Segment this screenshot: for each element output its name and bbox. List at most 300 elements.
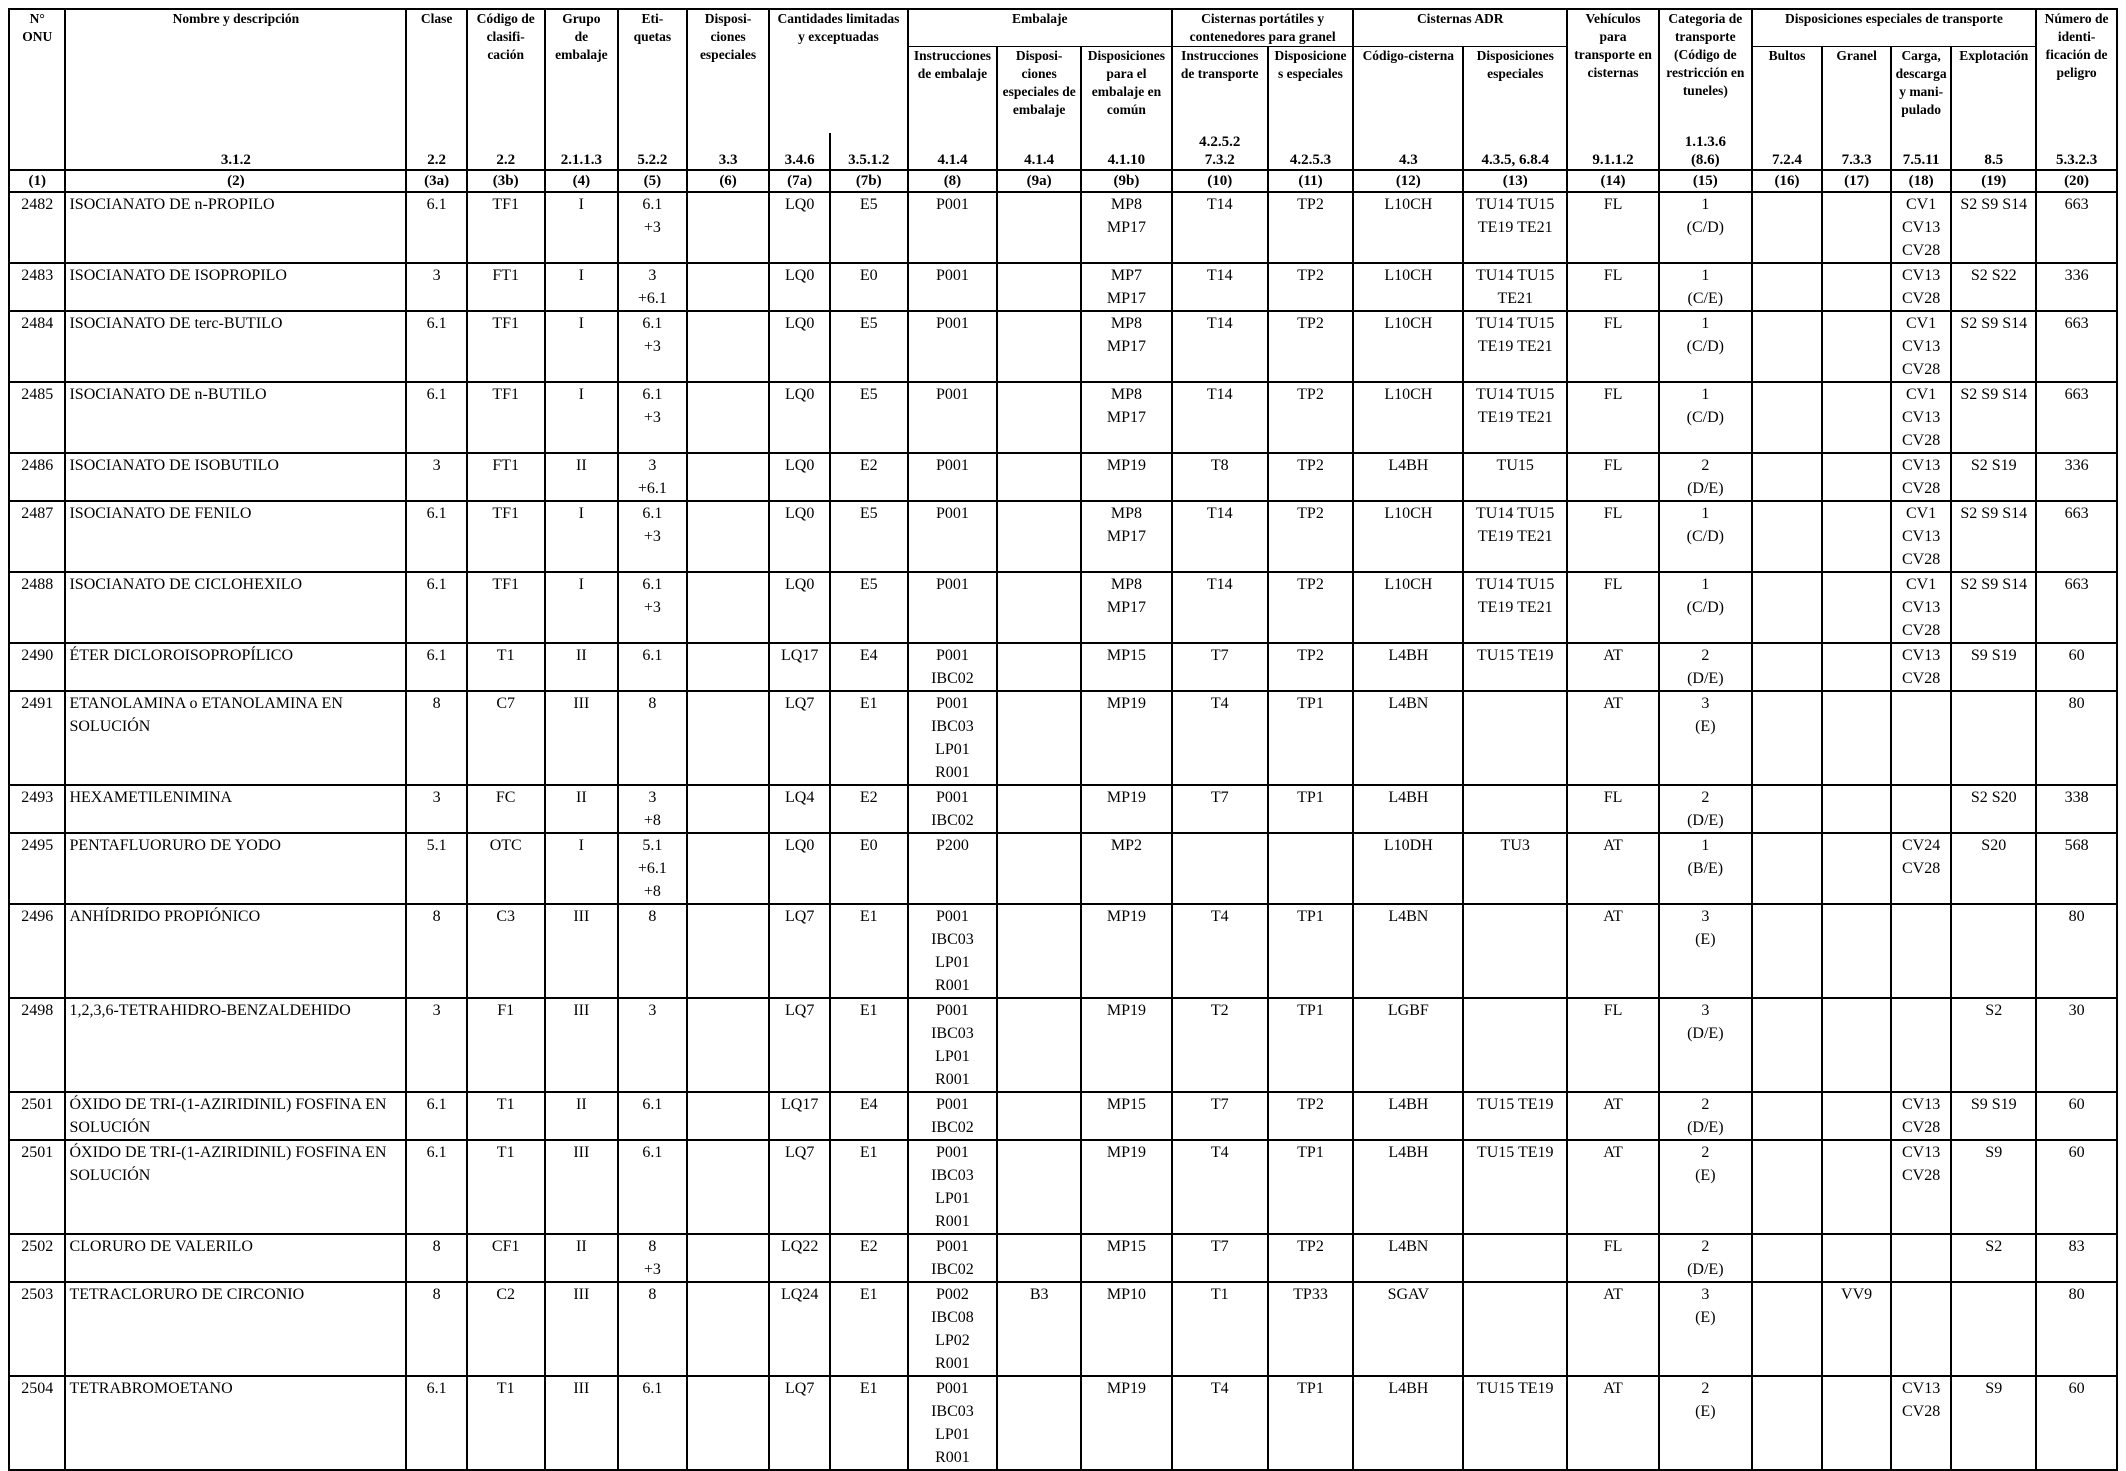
cell-operation-provision: [1951, 691, 2036, 785]
cell-bulk-provision: [1822, 643, 1891, 691]
cell-tank-special-provisions: TP1: [1268, 904, 1354, 998]
cell-excepted-quantity: E2: [830, 785, 908, 833]
cell-special-packing-provisions: [997, 904, 1081, 998]
cell-name: PENTAFLUORURO DE YODO: [65, 833, 406, 904]
header-packing-instructions: Instrucciones de embalaje: [908, 47, 998, 134]
cell-packing-instructions: P001 IBC02: [908, 785, 998, 833]
cell-name: ISOCIANATO DE ISOBUTILO: [65, 453, 406, 501]
cell-packing-group: III: [545, 1282, 619, 1376]
cell-packages-provision: [1752, 263, 1823, 311]
header-ref-cell: 4.1.4: [997, 133, 1081, 170]
cell-packing-instructions: P001: [908, 382, 998, 453]
header-name: Nombre y descripción: [65, 9, 406, 133]
cell-hazard-id: 60: [2036, 1092, 2117, 1140]
cell-special-packing-provisions: [997, 1234, 1081, 1282]
header-ref-cell: 3.3: [687, 133, 770, 170]
cell-mixed-packing: MP19: [1081, 691, 1172, 785]
cell-un-number: 2501: [9, 1140, 65, 1234]
header-ref-cell: 4.1.10: [1081, 133, 1172, 170]
cell-special-packing-provisions: [997, 691, 1081, 785]
header-special-transport: Disposiciones especiales de transporte: [1752, 9, 2036, 47]
cell-excepted-quantity: E4: [830, 643, 908, 691]
cell-special-provisions: [687, 453, 770, 501]
cell-special-packing-provisions: [997, 192, 1081, 263]
cell-tank-code: L4BN: [1353, 1234, 1463, 1282]
header-column-number: (3a): [406, 170, 467, 192]
table-row: [9, 311, 2117, 382]
cell-adr-tank-special-provisions: TU15: [1463, 453, 1567, 501]
table-row: [9, 572, 2117, 643]
cell-bulk-provision: [1822, 382, 1891, 453]
cell-tank-special-provisions: TP2: [1268, 263, 1354, 311]
cell-excepted-quantity: E1: [830, 1376, 908, 1470]
cell-adr-tank-special-provisions: [1463, 691, 1567, 785]
cell-limited-quantity: LQ22: [769, 1234, 830, 1282]
cell-tank-special-provisions: TP2: [1268, 453, 1354, 501]
cell-classification-code: C7: [467, 691, 545, 785]
cell-class: 6.1: [406, 572, 467, 643]
cell-labels: 8: [618, 691, 687, 785]
cell-hazard-id: 80: [2036, 691, 2117, 785]
header-ref-cell: 1.1.3.6 (8.6): [1659, 133, 1752, 170]
cell-tank-instructions: T4: [1172, 1376, 1268, 1470]
cell-special-packing-provisions: [997, 453, 1081, 501]
table-row: [9, 785, 2117, 833]
cell-bulk-provision: [1822, 904, 1891, 998]
cell-class: 8: [406, 691, 467, 785]
header-column-number: (4): [545, 170, 619, 192]
cell-limited-quantity: LQ7: [769, 998, 830, 1092]
cell-classification-code: FC: [467, 785, 545, 833]
cell-transport-category: 1 (C/E): [1659, 263, 1752, 311]
cell-labels: 5.1 +6.1 +8: [618, 833, 687, 904]
header-bulk: Granel: [1822, 47, 1891, 134]
cell-special-provisions: [687, 785, 770, 833]
cell-transport-category: 1 (B/E): [1659, 833, 1752, 904]
cell-bulk-provision: [1822, 501, 1891, 572]
cell-packing-group: I: [545, 263, 619, 311]
cell-packing-instructions: P001: [908, 192, 998, 263]
cell-operation-provision: S9: [1951, 1140, 2036, 1234]
header-column-number: (16): [1752, 170, 1823, 192]
cell-packages-provision: [1752, 1282, 1823, 1376]
cell-packing-group: III: [545, 1140, 619, 1234]
header-ref-cell: 2.2: [406, 133, 467, 170]
cell-tank-special-provisions: TP1: [1268, 998, 1354, 1092]
cell-tank-code: LGBF: [1353, 998, 1463, 1092]
cell-limited-quantity: LQ7: [769, 904, 830, 998]
header-ref-cell: [9, 133, 65, 170]
cell-special-provisions: [687, 311, 770, 382]
cell-packages-provision: [1752, 1376, 1823, 1470]
cell-packing-group: II: [545, 643, 619, 691]
cell-operation-provision: S9: [1951, 1376, 2036, 1470]
header-operation: Explotación: [1951, 47, 2036, 134]
header-tank-code: Código-cisterna: [1353, 47, 1463, 134]
header-packaging: Embalaje: [908, 9, 1172, 47]
cell-mixed-packing: MP19: [1081, 904, 1172, 998]
header-ref-cell: 3.5.1.2: [830, 133, 908, 170]
cell-excepted-quantity: E1: [830, 1140, 908, 1234]
cell-tank-code: L4BH: [1353, 1092, 1463, 1140]
cell-loading-provision: [1891, 904, 1952, 998]
cell-special-provisions: [687, 998, 770, 1092]
cell-excepted-quantity: E5: [830, 382, 908, 453]
header-class: Clase: [406, 9, 467, 133]
cell-transport-category: 1 (C/D): [1659, 501, 1752, 572]
cell-un-number: 2501: [9, 1092, 65, 1140]
cell-packing-instructions: P002 IBC08 LP02 R001: [908, 1282, 998, 1376]
cell-hazard-id: 60: [2036, 643, 2117, 691]
cell-vehicle: FL: [1567, 192, 1659, 263]
cell-transport-category: 3 (E): [1659, 691, 1752, 785]
cell-operation-provision: S9 S19: [1951, 1092, 2036, 1140]
cell-tank-instructions: T1: [1172, 1282, 1268, 1376]
cell-packing-group: I: [545, 192, 619, 263]
cell-packing-group: II: [545, 1092, 619, 1140]
cell-name: ISOCIANATO DE n-PROPILO: [65, 192, 406, 263]
cell-special-provisions: [687, 904, 770, 998]
cell-loading-provision: CV1 CV13 CV28: [1891, 311, 1952, 382]
cell-adr-tank-special-provisions: TU15 TE19: [1463, 1092, 1567, 1140]
cell-classification-code: C2: [467, 1282, 545, 1376]
cell-special-provisions: [687, 1234, 770, 1282]
cell-operation-provision: S2 S9 S14: [1951, 192, 2036, 263]
cell-mixed-packing: MP19: [1081, 998, 1172, 1092]
cell-tank-special-provisions: TP2: [1268, 1234, 1354, 1282]
cell-adr-tank-special-provisions: [1463, 1282, 1567, 1376]
cell-mixed-packing: MP10: [1081, 1282, 1172, 1376]
table-row: [9, 833, 2117, 904]
header-ref-cell: 4.2.5.2 7.3.2: [1172, 133, 1268, 170]
cell-excepted-quantity: E5: [830, 572, 908, 643]
cell-special-provisions: [687, 382, 770, 453]
cell-mixed-packing: MP19: [1081, 1376, 1172, 1470]
cell-operation-provision: S2 S9 S14: [1951, 501, 2036, 572]
cell-packing-instructions: P001: [908, 263, 998, 311]
cell-un-number: 2502: [9, 1234, 65, 1282]
cell-un-number: 2482: [9, 192, 65, 263]
header-ref-cell: 7.2.4: [1752, 133, 1823, 170]
cell-loading-provision: [1891, 785, 1952, 833]
cell-un-number: 2495: [9, 833, 65, 904]
cell-hazard-id: 338: [2036, 785, 2117, 833]
cell-loading-provision: CV1 CV13 CV28: [1891, 501, 1952, 572]
cell-special-packing-provisions: [997, 263, 1081, 311]
cell-bulk-provision: [1822, 833, 1891, 904]
cell-hazard-id: 336: [2036, 263, 2117, 311]
header-ref-cell: 2.1.1.3: [545, 133, 619, 170]
cell-adr-tank-special-provisions: TU15 TE19: [1463, 1376, 1567, 1470]
cell-limited-quantity: LQ17: [769, 1092, 830, 1140]
cell-un-number: 2493: [9, 785, 65, 833]
cell-class: 6.1: [406, 643, 467, 691]
cell-transport-category: 2 (E): [1659, 1376, 1752, 1470]
cell-name: CLORURO DE VALERILO: [65, 1234, 406, 1282]
header-column-number: (8): [908, 170, 998, 192]
cell-packing-instructions: P001 IBC03 LP01 R001: [908, 1140, 998, 1234]
header-ref-cell: 9.1.1.2: [1567, 133, 1659, 170]
cell-vehicle: FL: [1567, 263, 1659, 311]
cell-transport-category: 2 (D/E): [1659, 453, 1752, 501]
cell-tank-special-provisions: TP2: [1268, 1092, 1354, 1140]
header-un-no: N° ONU: [9, 9, 65, 133]
cell-packages-provision: [1752, 643, 1823, 691]
cell-bulk-provision: [1822, 691, 1891, 785]
cell-operation-provision: S20: [1951, 833, 2036, 904]
cell-transport-category: 2 (D/E): [1659, 643, 1752, 691]
cell-class: 8: [406, 1234, 467, 1282]
cell-tank-instructions: T4: [1172, 904, 1268, 998]
cell-class: 6.1: [406, 1140, 467, 1234]
cell-vehicle: AT: [1567, 1376, 1659, 1470]
cell-packing-group: I: [545, 833, 619, 904]
cell-un-number: 2491: [9, 691, 65, 785]
cell-loading-provision: CV13 CV28: [1891, 1376, 1952, 1470]
cell-classification-code: TF1: [467, 501, 545, 572]
cell-operation-provision: S2: [1951, 998, 2036, 1092]
cell-class: 3: [406, 785, 467, 833]
header-tank-special-provisions: Disposicione s especiales: [1268, 47, 1354, 134]
cell-packing-instructions: P001 IBC03 LP01 R001: [908, 998, 998, 1092]
cell-hazard-id: 568: [2036, 833, 2117, 904]
cell-labels: 6.1: [618, 1140, 687, 1234]
cell-classification-code: FT1: [467, 263, 545, 311]
cell-tank-special-provisions: TP1: [1268, 1140, 1354, 1234]
cell-vehicle: FL: [1567, 382, 1659, 453]
cell-labels: 6.1: [618, 643, 687, 691]
cell-transport-category: 2 (D/E): [1659, 1092, 1752, 1140]
cell-class: 6.1: [406, 192, 467, 263]
cell-tank-special-provisions: TP33: [1268, 1282, 1354, 1376]
header-column-number: (15): [1659, 170, 1752, 192]
header-column-number: (11): [1268, 170, 1354, 192]
cell-hazard-id: 60: [2036, 1376, 2117, 1470]
cell-class: 3: [406, 998, 467, 1092]
cell-packages-provision: [1752, 311, 1823, 382]
header-column-number: (9a): [997, 170, 1081, 192]
cell-labels: 6.1 +3: [618, 572, 687, 643]
cell-class: 8: [406, 904, 467, 998]
cell-packing-instructions: P001 IBC02: [908, 643, 998, 691]
header-ref-cell: 4.1.4: [908, 133, 998, 170]
cell-packing-group: II: [545, 453, 619, 501]
cell-bulk-provision: [1822, 1234, 1891, 1282]
cell-adr-tank-special-provisions: [1463, 785, 1567, 833]
cell-labels: 8: [618, 1282, 687, 1376]
table-row: [9, 192, 2117, 263]
cell-transport-category: 3 (E): [1659, 1282, 1752, 1376]
cell-bulk-provision: [1822, 572, 1891, 643]
cell-loading-provision: [1891, 1282, 1952, 1376]
cell-mixed-packing: MP15: [1081, 643, 1172, 691]
cell-tank-special-provisions: [1268, 833, 1354, 904]
cell-loading-provision: CV13 CV28: [1891, 453, 1952, 501]
cell-labels: 6.1: [618, 1092, 687, 1140]
header-packing-group: Grupo de embalaje: [545, 9, 619, 133]
header-ref-cell: 8.5: [1951, 133, 2036, 170]
cell-excepted-quantity: E2: [830, 1234, 908, 1282]
cell-tank-code: L10DH: [1353, 833, 1463, 904]
header-vehicle: Vehículos para transporte en cisternas: [1567, 9, 1659, 133]
cell-packing-group: I: [545, 501, 619, 572]
cell-hazard-id: 80: [2036, 1282, 2117, 1376]
cell-special-provisions: [687, 572, 770, 643]
cell-name: HEXAMETILENIMINA: [65, 785, 406, 833]
cell-bulk-provision: [1822, 1376, 1891, 1470]
cell-packing-instructions: P001 IBC03 LP01 R001: [908, 1376, 998, 1470]
cell-tank-code: L4BH: [1353, 1376, 1463, 1470]
cell-special-packing-provisions: [997, 1376, 1081, 1470]
cell-operation-provision: S2 S9 S14: [1951, 382, 2036, 453]
cell-class: 6.1: [406, 1376, 467, 1470]
cell-adr-tank-special-provisions: [1463, 1234, 1567, 1282]
cell-un-number: 2490: [9, 643, 65, 691]
cell-tank-special-provisions: TP1: [1268, 691, 1354, 785]
cell-loading-provision: CV13 CV28: [1891, 1092, 1952, 1140]
header-ref-cell: 7.5.11: [1891, 133, 1952, 170]
cell-tank-instructions: T14: [1172, 311, 1268, 382]
cell-packing-instructions: P001: [908, 311, 998, 382]
header-column-number: (19): [1951, 170, 2036, 192]
cell-adr-tank-special-provisions: TU14 TU15 TE19 TE21: [1463, 382, 1567, 453]
cell-loading-provision: [1891, 691, 1952, 785]
header-ref-cell: 5.3.2.3: [2036, 133, 2117, 170]
cell-operation-provision: S2 S19: [1951, 453, 2036, 501]
cell-vehicle: FL: [1567, 453, 1659, 501]
header-tank-instructions: Instrucciones de transporte: [1172, 47, 1268, 134]
header-ref-cell: 4.3: [1353, 133, 1463, 170]
cell-name: ISOCIANATO DE FENILO: [65, 501, 406, 572]
cell-special-provisions: [687, 1140, 770, 1234]
cell-special-packing-provisions: [997, 643, 1081, 691]
cell-special-packing-provisions: [997, 1092, 1081, 1140]
cell-labels: 6.1: [618, 1376, 687, 1470]
cell-mixed-packing: MP8 MP17: [1081, 572, 1172, 643]
cell-labels: 6.1 +3: [618, 501, 687, 572]
header-ref-cell: 2.2: [467, 133, 545, 170]
cell-tank-code: L10CH: [1353, 382, 1463, 453]
cell-tank-special-provisions: TP2: [1268, 501, 1354, 572]
cell-hazard-id: 663: [2036, 192, 2117, 263]
cell-limited-quantity: LQ0: [769, 382, 830, 453]
cell-name: ÓXIDO DE TRI-(1-AZIRIDINIL) FOSFINA EN SOLUCIÓN: [65, 1140, 406, 1234]
cell-vehicle: FL: [1567, 785, 1659, 833]
cell-adr-tank-special-provisions: TU3: [1463, 833, 1567, 904]
cell-name: ÓXIDO DE TRI-(1-AZIRIDINIL) FOSFINA EN SOLUCIÓN: [65, 1092, 406, 1140]
table-row: [9, 1282, 2117, 1376]
cell-tank-code: L4BH: [1353, 1140, 1463, 1234]
cell-un-number: 2485: [9, 382, 65, 453]
cell-vehicle: AT: [1567, 643, 1659, 691]
cell-limited-quantity: LQ0: [769, 572, 830, 643]
cell-operation-provision: [1951, 1282, 2036, 1376]
cell-labels: 8 +3: [618, 1234, 687, 1282]
cell-tank-code: L4BH: [1353, 453, 1463, 501]
cell-tank-instructions: T7: [1172, 785, 1268, 833]
cell-tank-instructions: T7: [1172, 1092, 1268, 1140]
cell-adr-tank-special-provisions: TU15 TE19: [1463, 1140, 1567, 1234]
header-column-number: (17): [1822, 170, 1891, 192]
cell-special-packing-provisions: [997, 785, 1081, 833]
cell-class: 8: [406, 1282, 467, 1376]
cell-name: TETRACLORURO DE CIRCONIO: [65, 1282, 406, 1376]
cell-un-number: 2504: [9, 1376, 65, 1470]
cell-classification-code: TF1: [467, 192, 545, 263]
cell-excepted-quantity: E1: [830, 998, 908, 1092]
header-column-number: (7a): [769, 170, 830, 192]
cell-operation-provision: S9 S19: [1951, 643, 2036, 691]
cell-packing-instructions: P200: [908, 833, 998, 904]
table-row: [9, 904, 2117, 998]
header-column-number: (7b): [830, 170, 908, 192]
cell-operation-provision: S2 S20: [1951, 785, 2036, 833]
cell-special-packing-provisions: [997, 501, 1081, 572]
cell-un-number: 2503: [9, 1282, 65, 1376]
cell-mixed-packing: MP7 MP17: [1081, 263, 1172, 311]
cell-packages-provision: [1752, 998, 1823, 1092]
cell-tank-instructions: T7: [1172, 643, 1268, 691]
cell-packages-provision: [1752, 1140, 1823, 1234]
cell-tank-code: L10CH: [1353, 192, 1463, 263]
cell-class: 6.1: [406, 1092, 467, 1140]
header-column-number: (18): [1891, 170, 1952, 192]
cell-class: 3: [406, 453, 467, 501]
cell-classification-code: TF1: [467, 311, 545, 382]
cell-vehicle: FL: [1567, 572, 1659, 643]
cell-loading-provision: CV1 CV13 CV28: [1891, 382, 1952, 453]
cell-operation-provision: S2: [1951, 1234, 2036, 1282]
cell-tank-instructions: T8: [1172, 453, 1268, 501]
cell-hazard-id: 663: [2036, 501, 2117, 572]
cell-tank-code: L10CH: [1353, 501, 1463, 572]
cell-name: ISOCIANATO DE ISOPROPILO: [65, 263, 406, 311]
cell-loading-provision: CV1 CV13 CV28: [1891, 192, 1952, 263]
cell-packing-instructions: P001 IBC03 LP01 R001: [908, 691, 998, 785]
cell-limited-quantity: LQ7: [769, 1376, 830, 1470]
cell-excepted-quantity: E5: [830, 311, 908, 382]
cell-class: 6.1: [406, 382, 467, 453]
cell-classification-code: FT1: [467, 453, 545, 501]
cell-mixed-packing: MP2: [1081, 833, 1172, 904]
cell-labels: 3: [618, 998, 687, 1092]
cell-un-number: 2484: [9, 311, 65, 382]
cell-classification-code: CF1: [467, 1234, 545, 1282]
cell-bulk-provision: [1822, 311, 1891, 382]
cell-hazard-id: 663: [2036, 311, 2117, 382]
cell-labels: 8: [618, 904, 687, 998]
header-column-number: (5): [618, 170, 687, 192]
header-column-number: (6): [687, 170, 770, 192]
cell-packing-group: III: [545, 904, 619, 998]
cell-bulk-provision: VV9: [1822, 1282, 1891, 1376]
cell-tank-special-provisions: TP2: [1268, 192, 1354, 263]
cell-loading-provision: CV13 CV28: [1891, 263, 1952, 311]
cell-packages-provision: [1752, 785, 1823, 833]
cell-excepted-quantity: E5: [830, 192, 908, 263]
cell-special-provisions: [687, 263, 770, 311]
cell-tank-special-provisions: TP1: [1268, 785, 1354, 833]
header-classification-code: Código de clasifi- cación: [467, 9, 545, 133]
header-ref-cell: 4.2.5.3: [1268, 133, 1354, 170]
cell-packages-provision: [1752, 572, 1823, 643]
cell-operation-provision: [1951, 904, 2036, 998]
cell-hazard-id: 30: [2036, 998, 2117, 1092]
cell-transport-category: 2 (D/E): [1659, 785, 1752, 833]
cell-transport-category: 2 (E): [1659, 1140, 1752, 1234]
cell-packages-provision: [1752, 192, 1823, 263]
cell-un-number: 2486: [9, 453, 65, 501]
